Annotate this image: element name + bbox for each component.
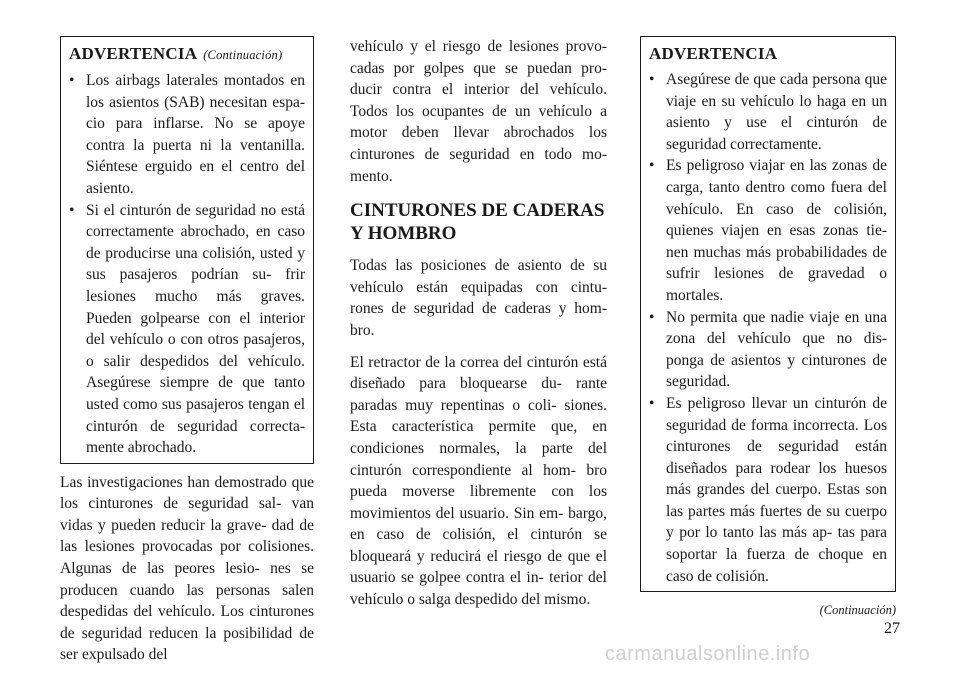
page-number: 27 [884, 620, 900, 637]
left-column [60, 36, 314, 676]
warning-heading: ADVERTENCIA (Continuación) [69, 44, 283, 63]
warning-item: • Si el cinturón de seguridad no está correctamente abrochado, en caso de producirse una colisión, usted y sus pasajeros podrían su- frir lesiones mucho más graves. Pueden golpearse con el interior del vehículo o con otros pasajeros, o salir despedidos del vehículo. Asegúrese siempre de que tanto usted como sus pasajeros tengan el cinturón de seguridad correcta- mente abrochado. [69, 200, 305, 459]
right-column [640, 36, 896, 622]
body-paragraph: Las investigaciones han demostrado que los cinturones de seguridad sal- van vidas y pueden reducir la grave- dad de las lesiones provocadas por colisiones. Algunas de las peores lesio- nes se producen cuando las personas salen despedidas del vehículo. Los cinturones de seguridad reducen la posibilidad de ser expulsado del [60, 473, 314, 664]
warning-list [69, 70, 305, 459]
continuation-note: (Continuación) [819, 603, 896, 618]
warning-heading: ADVERTENCIA [649, 44, 778, 63]
warning-box [640, 36, 896, 592]
warning-list [649, 69, 887, 587]
section-heading: CINTURONES DE CADERAS Y HOMBRO [350, 200, 605, 245]
watermark: carmanualsonline.info [605, 643, 811, 665]
warning-subheading: (Continuación) [203, 48, 283, 62]
warning-item: • Es peligroso viajar en las zonas de carga, tanto dentro como fuera del vehículo. En caso de colisión, quienes viajen en esas zonas tie- nen muchas más probabilidades de sufrir lesiones de gravedad o mortales. [649, 155, 887, 306]
body-paragraph: Todas las posiciones de asiento de su vehículo están equipadas con cintu- rones de seguridad de caderas y hom- bro. [350, 257, 607, 339]
body-paragraph: El retractor de la correa del cinturón está diseñado para bloquearse du- rante paradas muy repentinas o coli- siones. Esta característica permite que, en condiciones normales, la parte del cinturón correspondiente al hom- bro pueda moverse libremente con los movimientos del usuario. Sin em- bargo, en caso de colisión, el cinturón se bloqueará y reducirá el riesgo de que el usuario se golpee contra el in- terior del vehículo o salga despedido del mismo. [350, 353, 607, 609]
middle-column [350, 36, 607, 621]
warning-item: • Es peligroso llevar un cinturón de seguridad de forma incorrecta. Los cinturones de seguridad están diseñados para rodear los huesos más grandes del cuerpo. Estas son las partes más fuertes de su cuerpo y por lo tanto las más ap- tas para soportar la fuerza de choque en caso de colisión. [649, 393, 887, 587]
warning-item: • No permita que nadie viaje en una zona del vehículo que no dis- ponga de asientos y cinturones de seguridad. [649, 307, 887, 393]
warning-box-continued [60, 36, 314, 464]
warning-item: • Asegúrese de que cada persona que viaje en su vehículo lo haga en un asiento y use el cinturón de seguridad correctamente. [649, 69, 887, 155]
warning-item: • Los airbags laterales montados en los asientos (SAB) necesitan espa- cio para inflarse. No se apoye contra la puerta ni la ventanilla. Siéntese erguido en el centro del asiento. [69, 70, 305, 200]
body-paragraph-continued: vehículo y el riesgo de lesiones provo- cadas por golpes que se puedan pro- ducir contra el interior del vehículo. Todos los ocupantes de un vehículo a motor deben llevar abrochados los cinturones de seguridad en todo mo- mento. [350, 38, 607, 185]
